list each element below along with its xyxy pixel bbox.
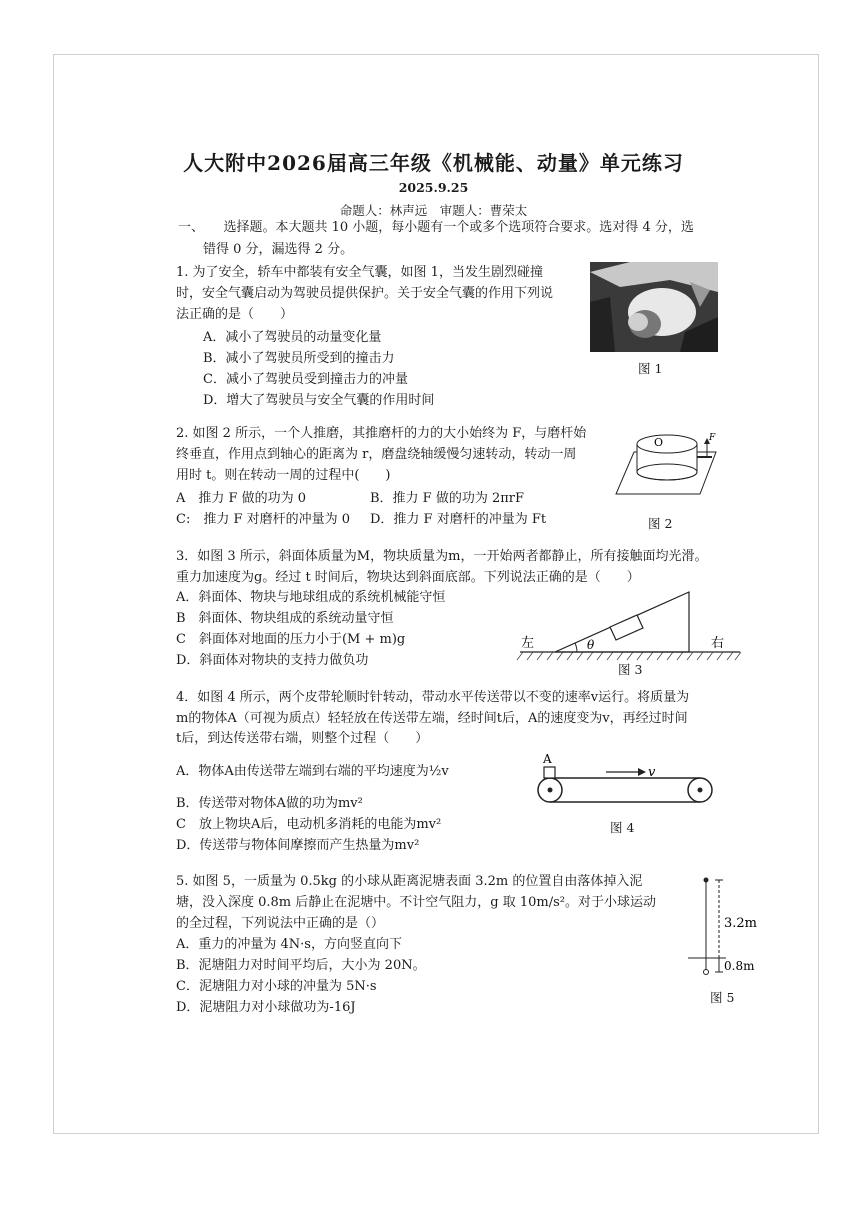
q4-line: 4．如图 4 所示，两个皮带轮顺时针转动，带动水平传送带以不变的速率v运行。将质量为 [176, 690, 690, 705]
figure-1-airbag-photo [590, 262, 718, 352]
q1-line: 法正确的是（ ） [176, 307, 294, 322]
figure-2-center-label: O [654, 436, 664, 449]
section-heading-line1: 一、 选择题。本大题共 10 小题，每小题有一个或多个选项符合要求。选对得 4 分，选 [178, 220, 694, 235]
q2-line: 用时 t。则在转动一周的过程中( ) [176, 468, 391, 483]
figure-3-incline [515, 588, 745, 668]
q3-option-a: A．斜面体、物块与地球组成的系统机械能守恒 [176, 590, 446, 605]
exam-title: 人大附中2026届高三年级《机械能、动量》单元练习 [183, 151, 684, 175]
q2-line: 2. 如图 2 所示，一个人推磨，其推磨杆的力的大小始终为 F，与磨杆始 [176, 426, 587, 441]
q3-option-d: D．斜面体对物块的支持力做负功 [176, 653, 369, 668]
q2-option-d: D．推力 F 对磨杆的冲量为 Ft [370, 512, 547, 527]
q4-option-b: B．传送带对物体A做的功为mv² [176, 796, 363, 811]
figure-5-upper-label: 3.2m [724, 916, 758, 931]
q4-line: t后，到达传送带右端，则整个过程（ ） [176, 731, 429, 746]
q1-option-d: D．增大了驾驶员与安全气囊的作用时间 [203, 393, 435, 408]
q3-option-c: C 斜面体对地面的压力小于(M + m)g [176, 632, 406, 647]
q1-line: 时，安全气囊启动为驾驶员提供保护。关于安全气囊的作用下列说 [176, 286, 554, 301]
q2-option-c: C: 推力 F 对磨杆的冲量为 0 [176, 512, 351, 527]
section-heading-line2: 错得 0 分，漏选得 2 分。 [203, 242, 354, 257]
q3-option-b: B 斜面体、物块组成的系统动量守恒 [176, 611, 394, 626]
figure-2-force-label: F [709, 433, 716, 443]
q5-line: 5. 如图 5，一质量为 0.5kg 的小球从距离泥塘表面 3.2m 的位置自由落体掉入泥 [176, 874, 643, 889]
figure-4-conveyor [530, 748, 720, 808]
figure-3-left-label: 左 [521, 636, 535, 651]
q2-line: 终垂直，作用点到轴心的距离为 r，磨盘绕轴缓慢匀速转动，转动一周 [176, 447, 577, 462]
figure-3-angle-label: θ [587, 638, 595, 652]
figure-4-caption: 图 4 [610, 820, 635, 835]
q2-option-b: B．推力 F 做的功为 2πrF [370, 491, 525, 506]
q3-line: 3．如图 3 所示，斜面体质量为M，物块质量为m，一开始两者都静止，所有接触面均光滑。 [176, 549, 708, 564]
q4-option-a: A．物体A由传送带左端到右端的平均速度为½v [176, 764, 449, 779]
q5-line: 的全过程，下列说法中正确的是（） [176, 916, 385, 931]
figure-3-caption: 图 3 [618, 662, 643, 677]
figure-5-lower-label: 0.8m [724, 959, 755, 973]
q5-option-a: A．重力的冲量为 4N·s，方向竖直向下 [176, 937, 402, 952]
q1-option-b: B．减小了驾驶员所受到的撞击力 [203, 351, 395, 366]
q5-line: 塘，没入深度 0.8m 后静止在泥塘中。不计空气阻力，g 取 10m/s²。对于小球运动 [176, 895, 656, 910]
figure-4-velocity-label: v [648, 765, 656, 780]
figure-5-drop-diagram [686, 870, 776, 980]
q4-option-c: C 放上物块A后，电动机多消耗的电能为mv² [176, 817, 442, 832]
figure-2-caption: 图 2 [648, 516, 673, 531]
figure-2-millstone [612, 424, 722, 504]
q1-line: 1. 为了安全，轿车中都装有安全气囊，如图 1，当发生剧烈碰撞 [176, 265, 543, 280]
exam-date: 2025.9.25 [398, 180, 469, 195]
q4-line: m的物体A（可视为质点）轻轻放在传送带左端，经时间t后，A的速度变为v，再经过时间 [176, 711, 688, 726]
q3-line: 重力加速度为g。经过 t 时间后，物块达到斜面底部。下列说法正确的是（ ） [176, 570, 640, 585]
q1-option-c: C．减小了驾驶员受到撞击力的冲量 [203, 372, 408, 387]
q2-option-a: A 推力 F 做的功为 0 [176, 491, 307, 506]
q5-option-b: B．泥塘阻力对时间平均后，大小为 20N。 [176, 958, 426, 973]
figure-1-caption: 图 1 [638, 361, 663, 376]
figure-5-caption: 图 5 [710, 990, 735, 1005]
figure-4-block-label: A [543, 752, 552, 766]
figure-3-right-label: 右 [711, 636, 725, 651]
q1-option-a: A．减小了驾驶员的动量变化量 [203, 330, 382, 345]
q4-option-d: D．传送带与物体间摩擦而产生热量为mv² [176, 838, 420, 853]
q5-option-c: C．泥塘阻力对小球的冲量为 5N·s [176, 979, 377, 994]
exam-authors: 命题人：林声远 审题人：曹荣太 [339, 203, 528, 218]
q5-option-d: D．泥塘阻力对小球做功为-16J [176, 1000, 356, 1015]
